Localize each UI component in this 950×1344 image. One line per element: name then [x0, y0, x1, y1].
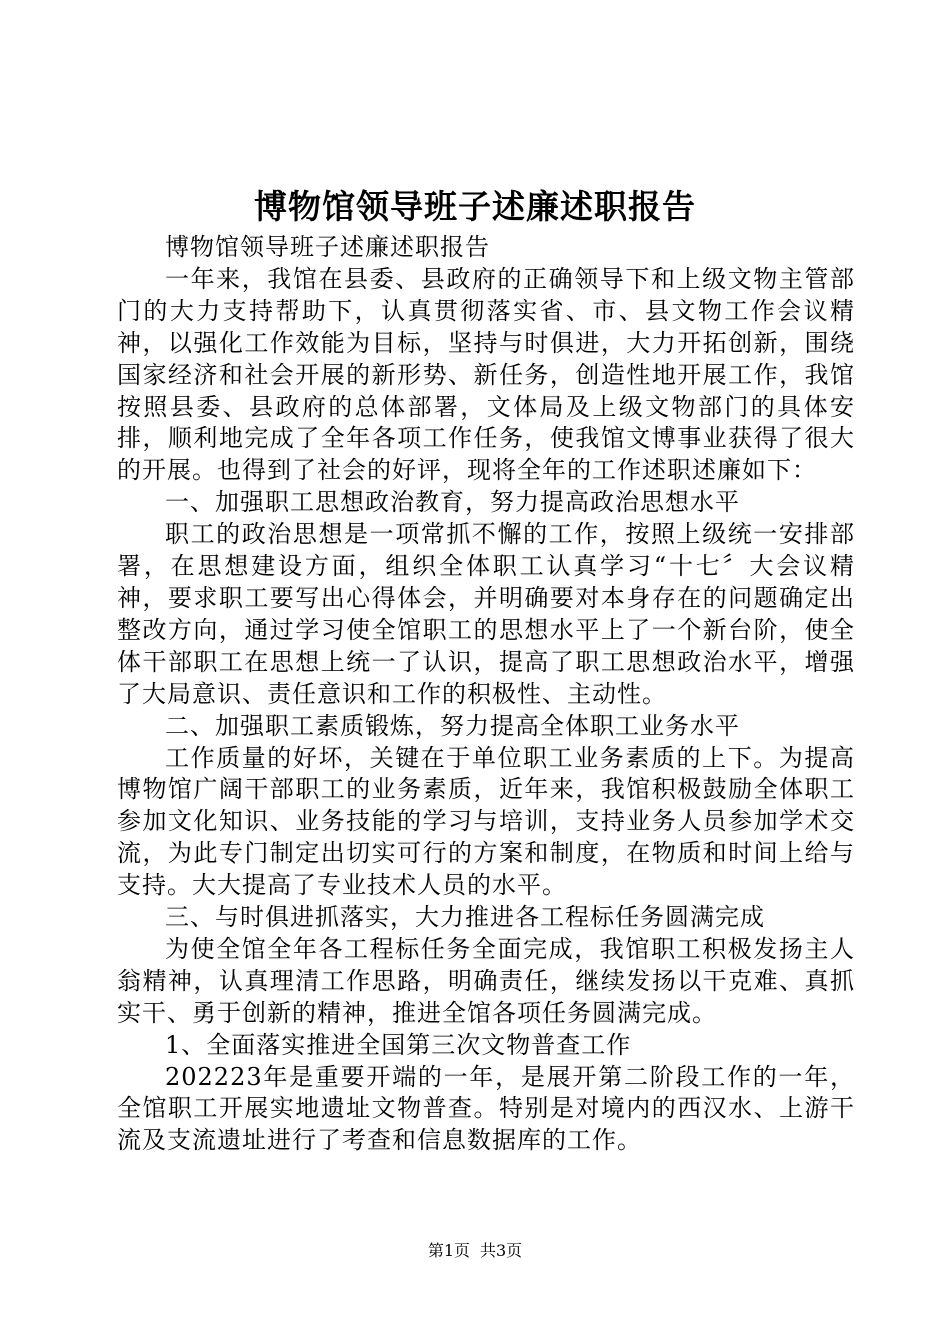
page-number: 第1页 — [427, 1241, 470, 1260]
paragraph-section-2: 工作质量的好坏，关键在于单位职工业务素质的上下。为提高博物馆广阔干部职工的业务素质，近年来，我馆积极鼓励全体职工参加文化知识、业务技能的学习与培训，支持业务人员参加学术交流，为此专门制定出切实可行的方案和制度，在物质和时间上给与支持。大大提高了专业技术人员的水平。 — [117, 743, 855, 900]
page-total: 共3页 — [480, 1241, 523, 1260]
section-heading-1: 一、加强职工思想政治教育，努力提高政治思想水平 — [165, 488, 740, 517]
page-footer — [0, 1240, 950, 1262]
paragraph-subsection-1: 202223年是重要开端的一年，是展开第二阶段工作的一年，全馆职工开展实地遗址文物普查。特别是对境内的西汉水、上游干流及支流遗址进行了考查和信息数据库的工作。 — [117, 1062, 855, 1155]
paragraph-section-3: 为使全馆全年各工程标任务全面完成，我馆职工积极发扬主人翁精神，认真理清工作思路，明确责任，继续发扬以干克难、真抓实干、勇于创新的精神，推进全馆各项任务圆满完成。 — [117, 934, 855, 1027]
paragraph-section-1: 职工的政治思想是一项常抓不懈的工作，按照上级统一安排部署，在思想建设方面，组织全体职工认真学习“十七〞大会议精神，要求职工要写出心得体会，并明确要对本身存在的问题确定出整改方向，通过学习使全馆职工的思想水平上了一个新台阶，使全体干部职工在思想上统一了认识，提高了职工思想政治水平，增强了大局意识、责任意识和工作的积极性、主动性。 — [117, 520, 855, 708]
document-body — [117, 232, 855, 1157]
section-heading-2: 二、加强职工素质锻炼，努力提高全体职工业务水平 — [165, 711, 740, 740]
document-title: 博物馆领导班子述廉述职报告 — [254, 187, 696, 226]
section-heading-3: 三、与时俱进抓落实，大力推进各工程标任务圆满完成 — [165, 903, 765, 932]
paragraph-subtitle: 博物馆领导班子述廉述职报告 — [165, 233, 490, 261]
paragraph-intro: 一年来，我馆在县委、县政府的正确领导下和上级文物主管部门的大力支持帮助下，认真贯彻落实省、市、县文物工作会议精神，以强化工作效能为目标，坚持与时俱进，大力开拓创新，围绕国家经济和社会开展的新形势、新任务，创造性地开展工作，我馆按照县委、县政府的总体部署，文体局及上级文物部门的具体安排，顺利地完成了全年各项工作任务，使我馆文博事业获得了很大的开展。也得到了社会的好评，现将全年的工作述职述廉如下： — [117, 264, 855, 485]
subsection-heading-1: 1、全面落实推进全国第三次文物普查工作 — [165, 1030, 632, 1059]
